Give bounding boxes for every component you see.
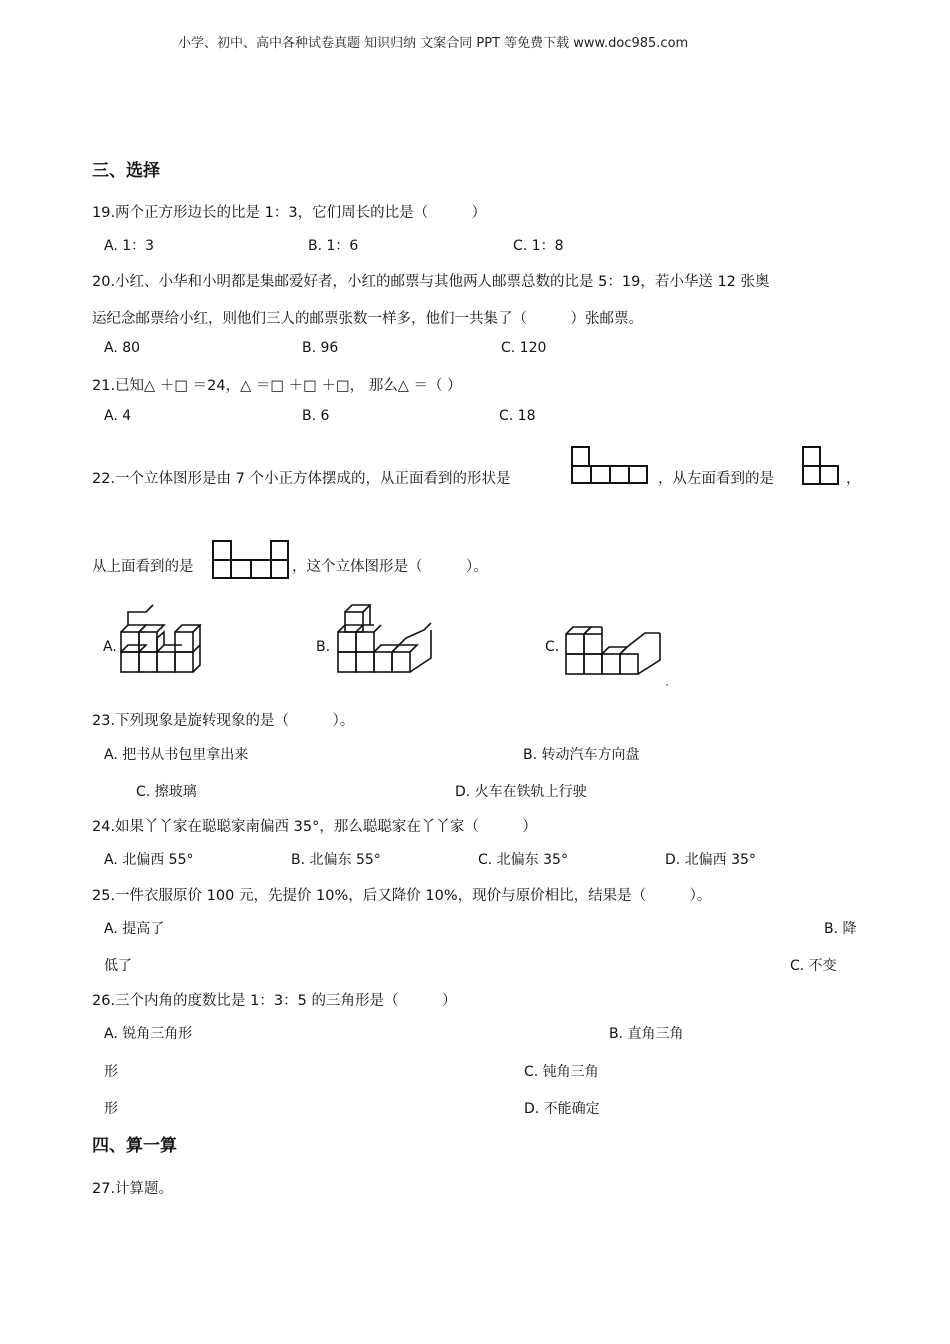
q24-option-c: C. 北偏东 35° bbox=[478, 852, 568, 868]
q24-option-b: B. 北偏东 55° bbox=[291, 852, 381, 868]
q20-option-a: A. 80 bbox=[104, 340, 141, 356]
front-view-figure bbox=[571, 445, 649, 485]
q21-option-c: C. 18 bbox=[499, 408, 536, 424]
page-header: 小学、初中、高中各种试卷真题 知识归纳 文案合同 PPT 等免费下载 www.doc985.com bbox=[178, 36, 689, 51]
question-23: 23.下列现象是旋转现象的是（ ）。 bbox=[92, 713, 355, 729]
q19-option-c: C. 1：8 bbox=[513, 238, 564, 254]
q26-option-c: C. 钝角三角 bbox=[524, 1064, 599, 1080]
q23-option-d: D. 火车在铁轨上行驶 bbox=[455, 784, 587, 800]
q22-option-a: A. bbox=[103, 639, 117, 655]
section-title-calc: 四、算一算 bbox=[92, 1136, 177, 1156]
q24-option-a: A. 北偏西 55° bbox=[104, 852, 194, 868]
q26-option-b: B. 直角三角 bbox=[609, 1026, 684, 1042]
q22-option-a-figure bbox=[116, 610, 216, 678]
question-19: 19.两个正方形边长的比是 1：3，它们周长的比是（ ） bbox=[92, 205, 487, 221]
q22-option-c: C. bbox=[545, 639, 560, 655]
q22-option-b: B. bbox=[316, 639, 331, 655]
question-22-part3: ， bbox=[846, 471, 861, 487]
q25-option-b-cont: 低了 bbox=[104, 958, 132, 974]
q19-option-a: A. 1：3 bbox=[104, 238, 155, 254]
q25-option-b: B. 降 bbox=[824, 921, 857, 937]
question-22-part2: ，从左面看到的是 bbox=[658, 471, 774, 487]
q25-option-c: C. 不变 bbox=[790, 958, 837, 974]
q26-option-a-cont: 形 bbox=[104, 1064, 118, 1080]
q20-option-c: C. 120 bbox=[501, 340, 547, 356]
q19-option-b: B. 1：6 bbox=[308, 238, 359, 254]
q25-option-a: A. 提高了 bbox=[104, 921, 165, 937]
q22-option-b-figure bbox=[330, 608, 440, 678]
question-22-part5: ，这个立体图形是（ ）。 bbox=[292, 559, 488, 575]
q20-option-b: B. 96 bbox=[302, 340, 339, 356]
left-view-figure bbox=[802, 446, 840, 486]
q21-option-b: B. 6 bbox=[302, 408, 330, 424]
question-22-part4: 从上面看到的是 bbox=[92, 559, 194, 575]
question-20-line1: 20.小红、小华和小明都是集邮爱好者，小红的邮票与其他两人邮票总数的比是 5：19，若小华送 12 张奥 bbox=[92, 274, 770, 290]
q23-option-a: A. 把书从书包里拿出来 bbox=[104, 747, 249, 763]
q23-option-b: B. 转动汽车方向盘 bbox=[523, 747, 640, 763]
q24-option-d: D. 北偏西 35° bbox=[665, 852, 756, 868]
question-25: 25.一件衣服原价 100 元，先提价 10%，后又降价 10%，现价与原价相比，结果是（ ）。 bbox=[92, 888, 712, 904]
question-26: 26.三个内角的度数比是 1：3：5 的三角形是（ ） bbox=[92, 993, 457, 1009]
question-21: 21.已知△ ＋□ ＝24，△ ＝□ ＋□ ＋□， 那么△ ＝（ ） bbox=[92, 378, 462, 394]
q23-option-c: C. 擦玻璃 bbox=[136, 784, 197, 800]
q26-option-d: D. 不能确定 bbox=[524, 1101, 600, 1117]
question-27: 27.计算题。 bbox=[92, 1181, 174, 1197]
question-22-part1: 22.一个立体图形是由 7 个小正方体摆成的，从正面看到的形状是 bbox=[92, 471, 511, 487]
section-title-choice: 三、选择 bbox=[92, 161, 160, 181]
q22-option-c-figure bbox=[560, 618, 670, 688]
q21-option-a: A. 4 bbox=[104, 408, 132, 424]
q26-option-a: A. 锐角三角形 bbox=[104, 1026, 193, 1042]
question-24: 24.如果丫丫家在聪聪家南偏西 35°，那么聪聪家在丫丫家（ ） bbox=[92, 819, 537, 835]
top-view-figure bbox=[211, 540, 291, 580]
q26-option-c-cont: 形 bbox=[104, 1101, 118, 1117]
question-20-line2: 运纪念邮票给小红，则他们三人的邮票张数一样多，他们一共集了（ ）张邮票。 bbox=[92, 311, 643, 327]
